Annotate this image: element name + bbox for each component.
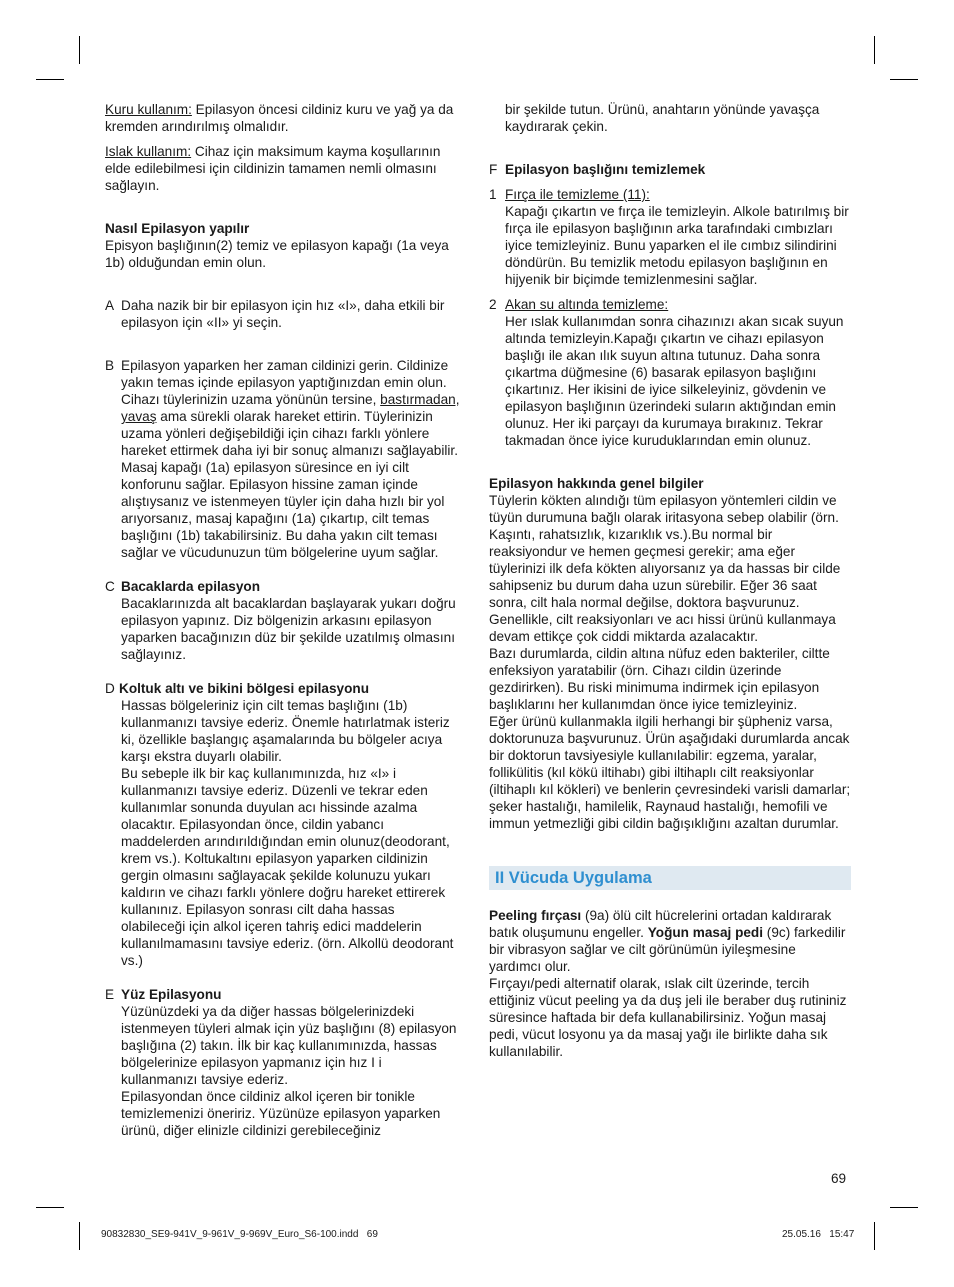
peeling-text: (9a) ölü cilt hücrelerini ortadan kaldırarak batık oluşumunu engeller. [489,908,832,940]
section-f-title: Epilasyon başlığını temizlemek [505,162,706,177]
right-column [489,101,851,1060]
crop-mark [79,1222,80,1250]
footer-date: 25.05.16 15:47 [782,1229,855,1240]
crop-mark [890,79,918,80]
step-label: E [105,987,115,1002]
step-e [105,986,461,1139]
cleaning-step-1 [489,186,851,288]
step-c-title: Bacaklarda epilasyon [121,579,261,594]
crop-mark [890,1207,918,1208]
general-info-paragraph-2: Bazı durumlarda, cildin altına nüfuz eden bakteriler, ciltte enfeksiyon yaratabilir (örn. Cihazı cildin üzerinde gezdirirken). Bu riski minimuma indirmek için epilasyon başlıklarını her kullanımdan önce iyice temizleyiniz. [489,646,830,712]
cleaning-step-1-text: Kapağı çıkartın ve fırça ile temizleyin. Alkole batırılmış bir fırça ile epilasyon başlığının arka tarafındaki cımbızları iyice temizleyiniz. Bunu yaparken el ile cımbız silindirini döndürün. Bu temizlik metodu epilasyon başlığının en hijyenik bir biçimde temizlenmesini sağlar. [505,204,849,287]
step-d-title: Koltuk altı ve bikini bölgesi epilasyonu [119,681,370,696]
step-e-text-1: Yüzünüzdeki ya da diğer hassas bölgelerinizdeki istenmeyen tüyleri almak için yüz başlığını (8) epilasyon başlığına (2) takın. İlk bir kaç kullanımınızda, hassas bölgelerinize epilasyon yapmanız için hız I i kullanmanızı tavsiye ederiz. [121,1004,457,1087]
cleaning-step-2 [489,296,851,449]
step-label: C [105,579,115,594]
step-a-text: Daha nazik bir bir epilasyon için hız «I», daha etkili bir epilasyon için «II» yi seçin. [121,298,445,330]
step-label: 1 [489,187,497,202]
dry-use-label: Kuru kullanım: [105,102,192,117]
step-b-text-part: ama sürekli olarak hareket ettirin. Tüylerinizin uzama yönleri değişebildiği için cihazı farklı yönlere hareket ettirmek daha iyi bir sonuç almanızı sağlayabilir. Masaj kapağı (1a) epilasyon süresince en iyi cilt konforunu sağlar. Epilasyon hissine zaman içinde alıştıysanız ve istenmeyen tüyler için daha hızlı bir yol arıyorsanız, masaj kapağını (1a) çıkartıp, cilt temas başlığını (1b) takabilirsiniz. Bu daha yakın cilt teması sağlar ve vücudunuzun tüm bölgelerine uyum sağlar. [121,409,458,560]
wet-use-text: Cihaz için maksimum kayma koşullarının elde edilebilmesi için cildinizin tamamen nemli olmasını sağlayın. [105,144,441,193]
peeling-brush-term: Peeling fırçası [489,908,582,923]
crop-mark [874,1222,875,1250]
step-b [105,357,461,561]
wet-use-label: Islak kullanım: [105,144,192,159]
massage-pad-term: Yoğun masaj pedi [647,925,764,940]
general-info-heading: Epilasyon hakkında genel bilgiler [489,476,704,491]
how-to-text: Episyon başlığının(2) temiz ve epilasyon kapağı (1a veya 1b) olduğundan emin olun. [105,238,449,270]
page-number: 69 [831,1171,847,1186]
dry-use-paragraph [105,101,461,135]
how-to-heading: Nasıl Epilasyon yapılır [105,221,250,236]
cleaning-step-1-title: Fırça ile temizleme (11): [505,187,650,202]
section-heading-bar: II Vücuda Uygulama [489,866,851,890]
crop-mark [36,1207,64,1208]
peeling-text: (9c) farkedilir bir vibrasyon sağlar ve cilt görünümün iyileşmesine yardımcı olur. [489,925,846,974]
step-e-title: Yüz Epilasyonu [121,987,222,1002]
dry-use-text: Epilasyon öncesi cildiniz kuru ve yağ ya da kremden arındırılmış olmalıdır. [105,102,454,134]
general-info-paragraph-3: Eğer ürünü kullanmakla ilgili herhangi bir şüpheniz varsa, doktorunuza başvurunuz. Ürün aşağıdaki durumlarda ancak bir doktorun tavsiyesiyle kullanılabilir: egzema, yaralar, follikülitis (kıl kökü iltihabı) gibi iltihaplı cilt reaksiyonlar (iltihaplı kıl kökleri) ve benlerin çevresindeki varisli damarlar; şeker hastalığı, hamilelik, Raynaud hastalığı, hemofili ve immun yetmezliği gibi cildin bağışıklığını azaltan durumlar. [489,714,851,831]
peeling-paragraph-2: Fırçayı/pedi alternatif olarak, ıslak cilt üzerinde, tercih ettiğiniz vücut peeling ya da duş jeli ile beraber duş rutininiz süresince haftada bir defa kullanabilirsiniz. Yoğun masaj pedi, vücut losyonu ya da masaj yağı ile birlikte daha sık kullanılabilir. [489,976,847,1059]
step-b-text-part: Epilasyon yaparken her zaman cildinizi gerin. Cildinize yakın temas içinde epilasyon yaptığınızdan emin olun. Cihazı tüylerinizin uzama yönünün tersine, [121,358,449,407]
step-label: D [105,681,115,696]
cleaning-step-2-text: Her ıslak kullanımdan sonra cihazınızı akan sıcak suyun altında temizleyin.Kapağı çıkartın ve cihazı epilasyon başlığı ile akan ılık suyun altına tutunuz. Daha sonra çıkartma düğmesine (6) basarak epilasyon başlığını çıkartınız. Her ikisini de iyice silkeleyiniz, gövdenin ve epilasyon başlığının üzerindeki suların aktığından emin olunuz. Her iki parçayı da kurumaya bırakınız. Tekrar takmadan önce iyice kuruduklarından emin olunuz. [505,314,844,448]
step-e-text-2: Epilasyondan önce cildiniz alkol içeren bir tonikle temizlemenizi öneririz. Yüzünüze epilasyon yaparken ürünü, diğer elinizle cildinizi gerebileceğiniz [121,1089,441,1138]
step-a [105,297,461,331]
continued-text: bir şekilde tutun. Ürünü, anahtarın yönünde yavaşça kaydırarak çekin. [505,102,820,134]
footer-file-info: 90832830_SE9-941V_9-961V_9-969V_Euro_S6-100.indd 69 [101,1229,378,1240]
step-b-underlined: bastırmadan, yavaş [121,392,460,424]
step-label: 2 [489,297,497,312]
step-label: B [105,358,115,373]
left-column [105,101,461,1139]
cleaning-step-2-title: Akan su altında temizleme: [505,297,669,312]
section-label: F [489,162,498,177]
crop-mark [79,36,80,64]
section-f [489,161,851,178]
step-label: A [105,298,115,313]
step-b-text [121,357,461,561]
peeling-paragraph-1 [489,907,851,975]
step-d [105,680,461,969]
step-d-text-2: Bu sebeple ilk bir kaç kullanımınızda, hız «I» i kullanmanızı tavsiye ederiz. Düzenli ve tekrar eden kullanımlar sonunda duyulan acı hissinde azalma olacaktır. Epilasyondan önce, cildin yabancı maddelerden arındırıldığından emin olunuz(deodorant, krem vs.). Koltukaltını epilasyon yaparken cildinizin gergin olmasını sağlayacak şekilde kolunuzu yukarı kaldırın ve cihazı farklı yönlere doğru hareket ettirerek kullanınız. Epilasyon sonrası cilt daha hassas olabileceği için alkol içeren tahriş edici maddelerin kullanılmamasını tavsiye ederiz. (örn. Alkollü deodorant vs.) [121,766,454,968]
crop-mark [874,36,875,64]
step-d-text-1: Hassas bölgeleriniz için cilt temas başlığını (1b) kullanmanızı tavsiye ederiz. Önemle hatırlatmak isteriz ki, özellikle başlangıç aşamalarında bu bölgeler acıya karşı ekstra duyarlı olabilir. [121,698,450,764]
step-c-text: Bacaklarınızda alt bacaklardan başlayarak yukarı doğru epilasyon yapınız. Diz bölgenizin arkasını epilasyon yaparken bacağınızın düz bir şekilde uzatılmış olmasını sağlayınız. [121,596,456,662]
general-info-paragraph-1: Tüylerin kökten alındığı tüm epilasyon yöntemleri cildin ve tüyün durumuna bağlı olarak iritasyona sebep olabilir (örn. Kaşıntı, rahatsızlık, kızarıklık vs.).Bu normal bir reaksiyondur ve hemen geçmesi gerekir; ama eğer tüylerinizi ilk defa kökten alıyorsanız ya da hassas bir cilde sahipseniz bu durum daha uzun sürebilir. Eğer 36 saat sonra, cilt hala normal değilse, doktora başvurunuz. Genellikle, cilt reaksiyonları ve acı hissi ürünü kullanmaya devam ettikçe çok ciddi miktarda azalacaktır. [489,493,841,644]
wet-use-paragraph [105,143,461,194]
crop-mark [36,79,64,80]
step-c [105,578,461,663]
